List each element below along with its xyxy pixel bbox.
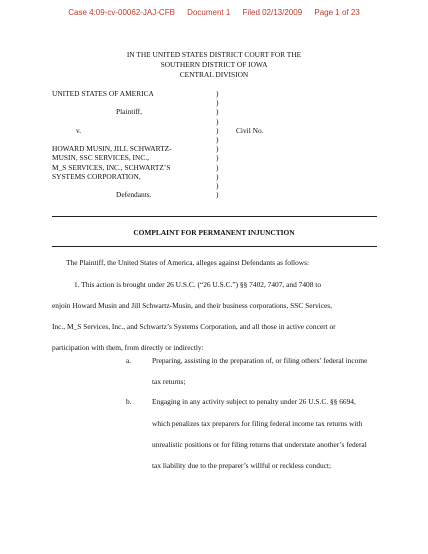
paren: ) [216,180,219,190]
paragraph-line: Inc., M_S Services, Inc., and Schwartz’s Systems Corporation, and all those in active concert or [52,322,336,331]
subparagraph-line: unrealistic positions or for filing returns that understate another’s federal [152,440,367,449]
document-number: Document 1 [187,8,231,17]
document-title: COMPLAINT FOR PERMANENT INJUNCTION [133,228,295,237]
paren: ) [216,125,219,135]
paren: ) [216,89,219,98]
paragraph-line: enjoin Howard Musin and Jill Schwartz-Musin, and their business corporations, SSC Services, [52,301,332,310]
defendant-names: MUSIN, SSC SERVICES, INC., [52,153,149,163]
caption-parentheses [216,89,222,199]
court-line: IN THE UNITED STATES DISTRICT COURT FOR THE [126,50,302,59]
paren: ) [216,116,219,126]
case-number: Case 4:09-cv-00062-JAJ-CFB [68,8,175,17]
subparagraph-line: which penalizes tax preparers for filing federal income tax returns with [152,419,363,428]
subparagraph-letter: b. [126,397,132,406]
subparagraph-line: Engaging in any activity subject to penalty under 26 U.S.C. §§ 6694, [152,397,356,406]
defendant-names: SYSTEMS CORPORATION, [52,171,141,181]
title-rule-top [52,216,377,217]
intro-paragraph: The Plaintiff, the United States of America, alleges against Defendants as follows: [66,258,310,267]
defendant-names: HOWARD MUSIN, JILL SCHWARTZ- [52,144,172,154]
paragraph-line: 1. This action is brought under 26 U.S.C. (“26 U.S.C.”) §§ 7402, 7407, and 7408 to [74,280,322,289]
case-caption [52,89,222,199]
defendants-role: Defendants. [116,190,152,200]
defendant-names: M_S SERVICES, INC., SCHWARTZ’S [52,162,171,172]
civil-number-label: Civil No. [236,126,264,135]
paren: ) [216,190,219,200]
paren: ) [216,98,219,108]
plaintiff-role: Plaintiff, [116,107,142,117]
paren: ) [216,171,219,181]
versus: v. [76,125,82,135]
plaintiff-name: UNITED STATES OF AMERICA [52,89,154,98]
court-line: CENTRAL DIVISION [179,70,249,79]
paren: ) [216,134,219,144]
subparagraph-letter: a. [126,356,132,365]
ecf-header [0,8,428,17]
paren: ) [216,162,219,172]
court-heading [0,50,428,80]
paren: ) [216,144,219,154]
paren: ) [216,107,219,117]
subparagraph-line: tax returns; [152,377,186,386]
subparagraph-line: Preparing, assisting in the preparation of, or filing others’ federal income [152,356,368,365]
court-line: SOUTHERN DISTRICT OF IOWA [160,60,268,69]
subparagraph-line: tax liability due to the preparer’s willful or reckless conduct; [152,461,332,470]
paren: ) [216,153,219,163]
page-indicator: Page 1 of 23 [314,8,360,17]
filed-date: Filed 02/13/2009 [242,8,303,17]
title-rule-bottom [52,246,377,247]
paragraph-line: participation with them, from directly or indirectly: [52,343,204,352]
